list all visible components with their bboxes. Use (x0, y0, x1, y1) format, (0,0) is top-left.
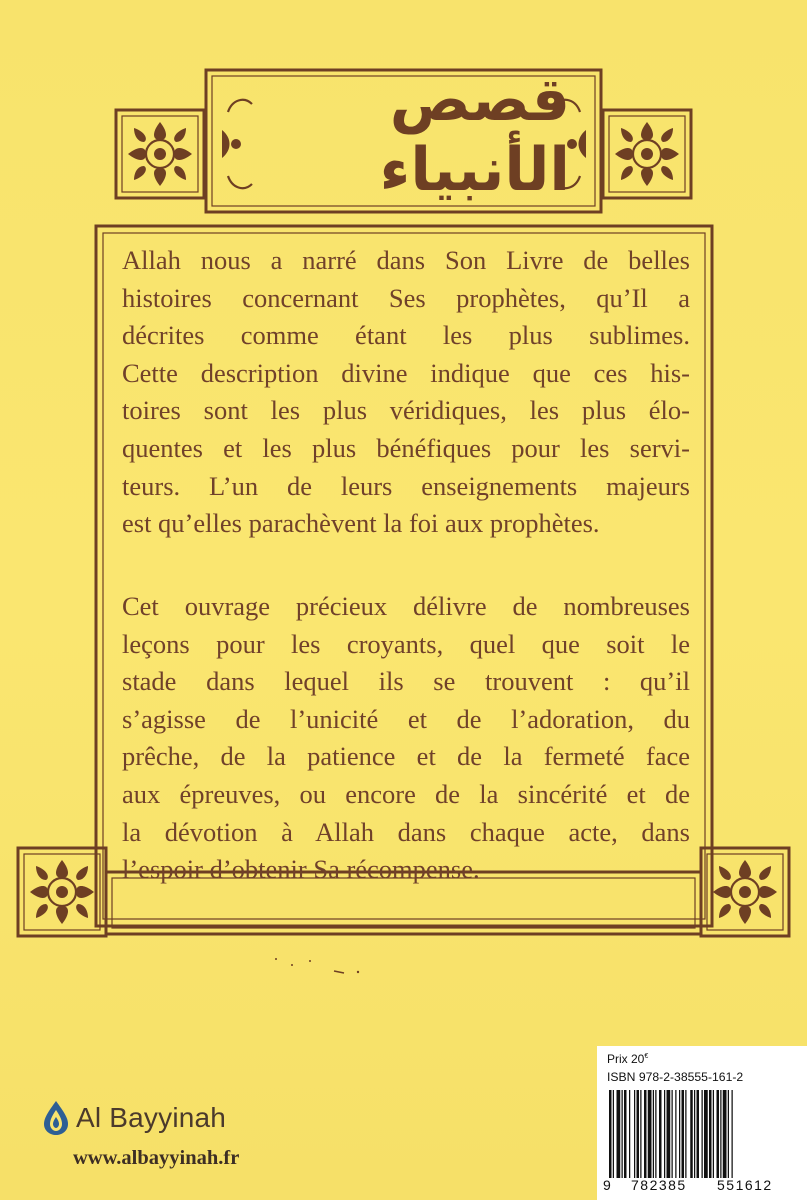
barcode-bar (713, 1090, 714, 1178)
isbn-text: ISBN 978-2-38555-161-2 (607, 1070, 744, 1084)
paragraph-line: toires sont les plus véridiques, les plus élo- (122, 395, 690, 426)
barcode-bar (717, 1090, 720, 1178)
paragraph-line: stade dans lequel ils se trouvent : qu’il (122, 666, 690, 697)
barcode-bar (690, 1090, 693, 1178)
barcode-bar (720, 1090, 721, 1178)
paragraph-line: l’espoir d’obtenir Sa récompense. (122, 854, 480, 885)
description-paragraph-2 (122, 588, 690, 889)
barcode-bar (637, 1090, 640, 1178)
arabic-title: قصص الأنبياء (379, 65, 570, 205)
barcode-bar (709, 1090, 712, 1178)
publisher-logo (42, 1098, 272, 1138)
barcode-bar (624, 1090, 627, 1178)
barcode-right-digits: 551612 (717, 1177, 773, 1193)
barcode-bar (634, 1090, 635, 1178)
barcode-bar (723, 1090, 727, 1178)
paragraph-line: leçons pour les croyants, quel que soit le (122, 628, 690, 659)
barcode-bar (697, 1090, 700, 1178)
barcode-bar (702, 1090, 703, 1178)
paragraph-line: décrites comme étant les plus sublimes. (122, 320, 690, 351)
barcode-bar (617, 1090, 621, 1178)
paragraph-line: Allah nous a narré dans Son Livre de belles (122, 245, 690, 275)
barcode-bar (640, 1090, 641, 1178)
publisher-url: www.albayyinah.fr (73, 1147, 240, 1169)
barcode-bar (609, 1090, 612, 1178)
price-label: Prix 20€ (607, 1052, 649, 1066)
paragraph-line: histoires concernant Ses prophètes, qu’Il a (122, 282, 690, 313)
barcode-bar (644, 1090, 647, 1178)
paragraph-line: Cet ouvrage précieux délivre de nombreuses (122, 591, 690, 621)
barcode-bar (685, 1090, 686, 1178)
barcode-bar (682, 1090, 685, 1178)
barcode-bar (655, 1090, 656, 1178)
drop-flame-icon (42, 1100, 70, 1136)
barcode-left-digits: 782385 (631, 1177, 687, 1193)
print-specks (270, 955, 390, 985)
paragraph-line: s’agisse de l’unicité et de l’adoration, du (122, 703, 690, 734)
barcode-digits (597, 1177, 807, 1195)
barcode-bar (704, 1090, 708, 1178)
paragraph-line: quentes et les plus bénéfiques pour les servi- (122, 432, 690, 463)
barcode-bar (675, 1090, 676, 1178)
description-paragraph-1 (122, 242, 690, 543)
barcode-bar (659, 1090, 662, 1178)
barcode-first-digit: 9 (603, 1177, 611, 1193)
paragraph-line: aux épreuves, ou encore de la sincérité et de (122, 778, 690, 809)
barcode-bar (732, 1090, 733, 1178)
barcode-bar (728, 1090, 729, 1178)
paragraph-line: teurs. L’un de leurs enseignements majeurs (122, 470, 690, 501)
barcode-bar (648, 1090, 652, 1178)
barcode-bar (613, 1090, 614, 1178)
barcode-bar (629, 1090, 630, 1178)
barcode-bar (622, 1090, 623, 1178)
barcode-bar (694, 1090, 695, 1178)
paragraph-line: la dévotion à Allah dans chaque acte, dans (122, 816, 690, 847)
barcode (605, 1090, 801, 1178)
barcode-label (597, 1046, 807, 1200)
paragraph-line: est qu’elles parachèvent la foi aux prophètes. (122, 508, 600, 539)
publisher-name: Al Bayyinah (76, 1102, 227, 1133)
barcode-bar (672, 1090, 673, 1178)
barcode-bar (667, 1090, 671, 1178)
paragraph-line: Cette description divine indique que ces his- (122, 357, 690, 388)
barcode-bar (664, 1090, 665, 1178)
barcode-bar (679, 1090, 680, 1178)
paragraph-line: prêche, de la patience et de la fermeté face (122, 741, 690, 772)
barcode-bar (653, 1090, 654, 1178)
